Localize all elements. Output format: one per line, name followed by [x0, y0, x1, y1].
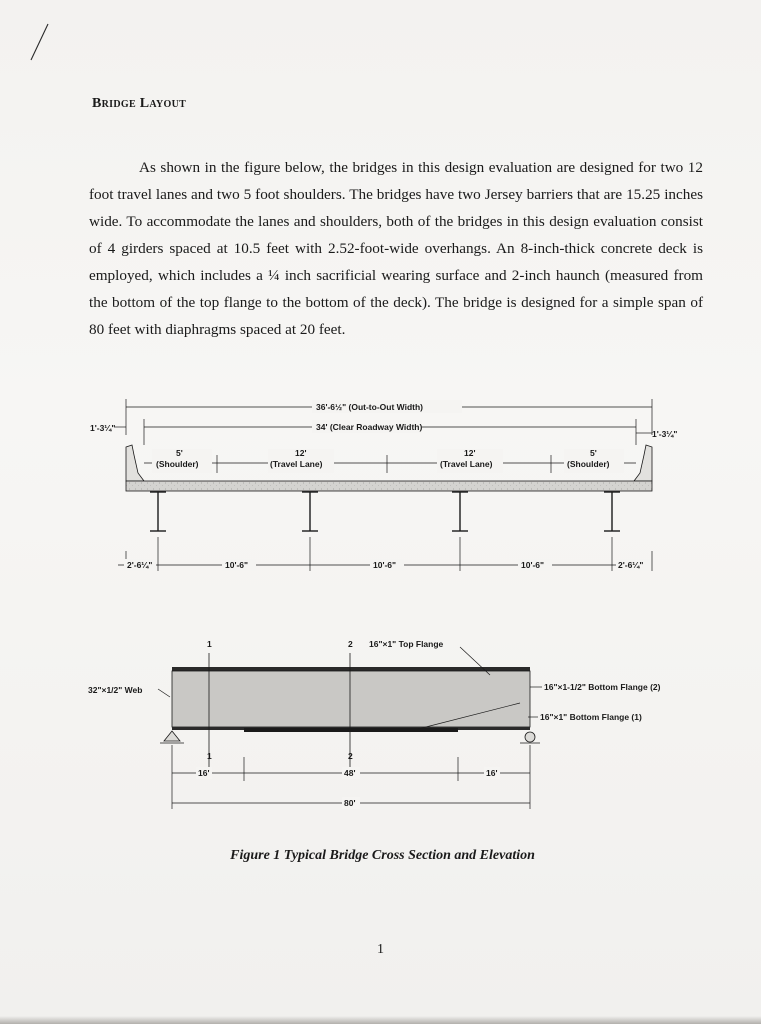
segment-right-label: 16': [486, 768, 498, 778]
lane1-label: (Travel Lane): [270, 459, 323, 469]
overhang-right-label: 2'-6¼": [618, 560, 644, 570]
bottom-flange-2: [244, 728, 458, 732]
bottom-flange-2-label: 16"×1-1/2" Bottom Flange (2): [544, 682, 661, 692]
span-total-label: 80': [344, 798, 356, 808]
girder-spacing-3-label: 10'-6": [521, 560, 545, 570]
clear-roadway-width-label: 34' (Clear Roadway Width): [316, 422, 423, 432]
section-2-bottom-label: 2: [348, 751, 353, 761]
shoulder-left-label: (Shoulder): [156, 459, 199, 469]
bridge-figure: [80, 385, 680, 835]
overhang-left-label: 2'-6¼": [127, 560, 153, 570]
barrier-left: [126, 445, 144, 481]
web-label: 32"×1/2" Web: [88, 685, 143, 695]
shoulder-right-label: (Shoulder): [567, 459, 610, 469]
barrier-width-right-label: 1'-3¼": [652, 429, 678, 439]
top-flange-label: 16"×1" Top Flange: [369, 639, 444, 649]
figure-caption: [0, 848, 761, 864]
segment-mid-label: 48': [344, 768, 356, 778]
girder-spacing-2-label: 10'-6": [373, 560, 397, 570]
out-to-out-width-label: 36'-6½" (Out-to-Out Width): [316, 402, 424, 412]
elevation: [88, 639, 661, 809]
lane1-dimension: 12': [295, 448, 307, 458]
section-1-top-label: 1: [207, 639, 212, 649]
shoulder-right-dimension: 5': [590, 448, 597, 458]
page-number: 1: [377, 942, 384, 957]
figure-caption-text: Figure 1 Typical Bridge Cross Section and Elevation: [230, 848, 535, 863]
section-2-top-label: 2: [348, 639, 353, 649]
body-paragraph: As shown in the figure below, the bridges in this design evaluation are designed for two 12 foot travel lanes and two 5 foot shoulders. The bridges have two Jersey barriers that are 15.25 inches wide. To accommodate the lanes and shoulders, both of the bridges in this design evaluation consist of 4 girders spaced at 10.5 feet with 2.52-foot-wide overhangs. An 8-inch-thick concrete deck is employed, which includes a ¼ inch sacrificial wearing surface and 2-inch haunch (measured from the bottom of the top flange to the bottom of the deck). The bridge is designed for a simple span of 80 feet with diaphragms spaced at 20 feet.: [89, 159, 703, 338]
roller-support: [525, 732, 535, 742]
barrier-width-left-label: 1'-3¼": [90, 423, 116, 433]
deck-slab: [126, 481, 652, 491]
section-1-bottom-label: 1: [207, 751, 212, 761]
segment-left-label: 16': [198, 768, 210, 778]
pen-mark-icon: [28, 22, 52, 64]
bottom-flange-1-label: 16"×1" Bottom Flange (1): [540, 712, 642, 722]
girders: [150, 492, 620, 531]
lane2-dimension: 12': [464, 448, 476, 458]
lane2-label: (Travel Lane): [440, 459, 493, 469]
barrier-right: [634, 445, 652, 481]
shoulder-left-dimension: 5': [176, 448, 183, 458]
girder-spacing-1-label: 10'-6": [225, 560, 249, 570]
girder-web: [172, 671, 530, 727]
top-flange: [172, 667, 530, 671]
pin-support: [164, 731, 180, 741]
section-heading: Bridge Layout: [92, 96, 187, 111]
page-shadow: [0, 1016, 761, 1024]
cross-section: [90, 399, 677, 571]
